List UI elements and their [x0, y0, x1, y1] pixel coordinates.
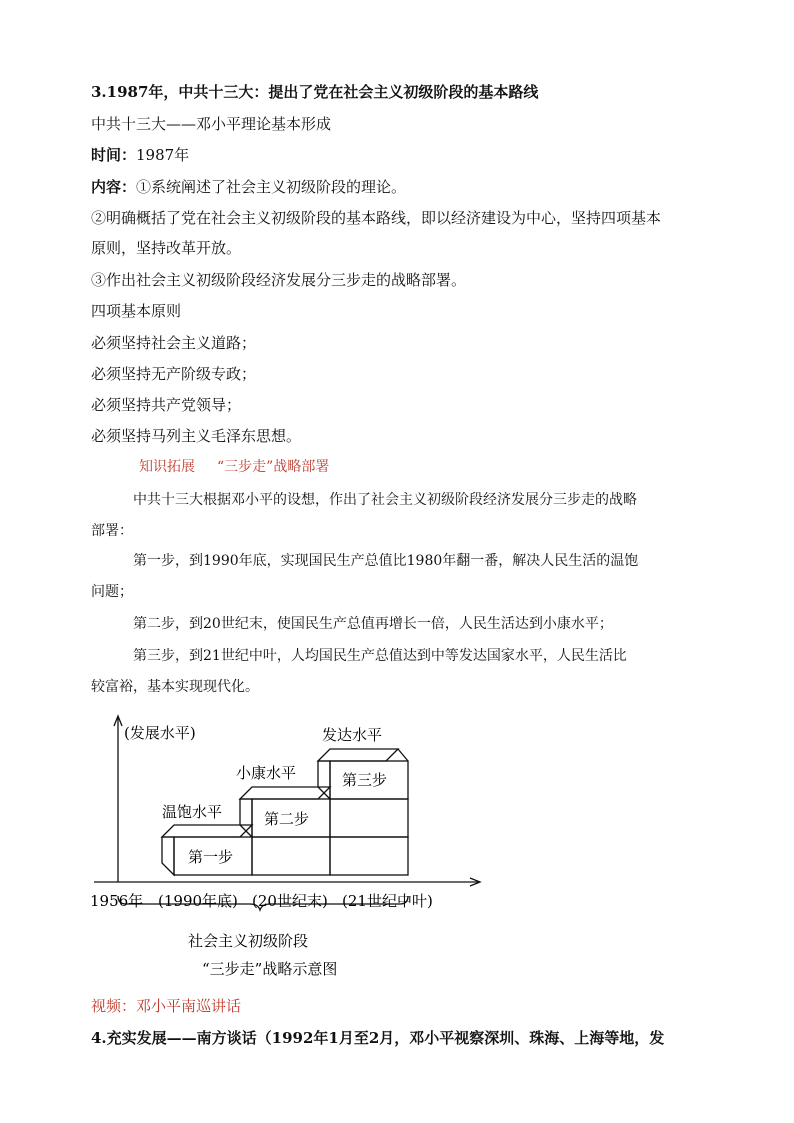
- line-13th-congress-theory: 中共十三大——邓小平理论基本形成: [91, 115, 332, 133]
- extension-p2a: 第一步，到1990年底，实现国民生产总值比1980年翻一番，解决人民生活的温饱: [133, 553, 639, 569]
- line-principle-2: 必须坚持无产阶级专政；: [91, 365, 257, 383]
- step1-box-2: [252, 837, 330, 875]
- extension-tag: 知识拓展: [139, 459, 195, 475]
- diagram-caption: “三步走”战略示意图: [202, 960, 338, 978]
- video-link[interactable]: 视频：邓小平南巡讲话: [91, 997, 242, 1015]
- x-label-21c: (21世纪中叶): [342, 892, 433, 910]
- content-value: ①系统阐述了社会主义初级阶段的理论。: [136, 178, 407, 196]
- step3-side-face: [318, 761, 330, 799]
- three-steps-svg: [80, 712, 500, 982]
- x-label-20c: (20世纪末): [252, 892, 328, 910]
- step2-box-3: [330, 837, 408, 875]
- extension-p3: 第二步，到20世纪末，使国民生产总值再增长一倍，人民生活达到小康水平；: [133, 616, 613, 632]
- step-label-1: 第一步: [188, 848, 234, 866]
- level-label-3: 发达水平: [322, 726, 383, 744]
- line-time: [91, 145, 189, 165]
- extension-p4a: 第三步，到21世纪中叶，人均国民生产总值达到中等发达国家水平，人民生活比: [133, 648, 627, 664]
- line-content: [91, 177, 406, 197]
- line-principle-4: 必须坚持马列主义毛泽东思想。: [91, 427, 302, 445]
- extension-title: “三步走”战略部署: [217, 459, 330, 475]
- line-content-2a: ②明确概括了党在社会主义初级阶段的基本路线，即以经济建设为中心，坚持四项基本: [91, 209, 662, 227]
- level-label-1: 温饱水平: [162, 803, 223, 821]
- level-label-2: 小康水平: [236, 764, 297, 782]
- line-title-13th-congress: 3.1987年，中共十三大：提出了党在社会主义初级阶段的基本路线: [91, 83, 539, 101]
- line-content-3: ③作出社会主义初级阶段经济发展分三步走的战略部署。: [91, 271, 467, 289]
- line-principle-3: 必须坚持共产党领导；: [91, 396, 242, 414]
- step2-box-2: [330, 799, 408, 837]
- step-label-2: 第二步: [264, 810, 310, 828]
- step2-top-face: [240, 787, 330, 799]
- x-label-1956: 1956年: [90, 892, 144, 910]
- step1-side-face: [162, 837, 174, 875]
- line-four-principles: 四项基本原则: [91, 302, 182, 320]
- extension-header: [139, 457, 329, 477]
- extension-p1a: 中共十三大根据邓小平的设想，作出了社会主义初级阶段经济发展分三步走的战略: [133, 492, 637, 508]
- line-content-2b: 原则，坚持改革开放。: [91, 239, 242, 257]
- content-label: 内容：: [91, 178, 137, 196]
- stage-label: 社会主义初级阶段: [188, 932, 309, 950]
- step3-right-edge: [398, 749, 408, 761]
- x-label-1990: (1990年底): [158, 892, 238, 910]
- section4-heading: 4.充实发展——南方谈话（1992年1月至2月，邓小平视察深圳、珠海、上海等地，发: [91, 1029, 665, 1047]
- line-principle-1: 必须坚持社会主义道路；: [91, 334, 257, 352]
- step2-side-face: [240, 799, 252, 837]
- step1-top-face: [162, 825, 252, 837]
- extension-p2b: 问题；: [91, 584, 133, 600]
- step3-top-face: [318, 749, 398, 761]
- step-label-3: 第三步: [342, 771, 388, 789]
- three-steps-diagram: [80, 712, 500, 982]
- time-label: 时间：: [91, 146, 137, 164]
- y-axis-label: (发展水平): [124, 724, 196, 742]
- extension-p1b: 部署：: [91, 523, 133, 539]
- extension-p4b: 较富裕，基本实现现代化。: [91, 679, 259, 695]
- time-value: 1987年: [136, 146, 190, 164]
